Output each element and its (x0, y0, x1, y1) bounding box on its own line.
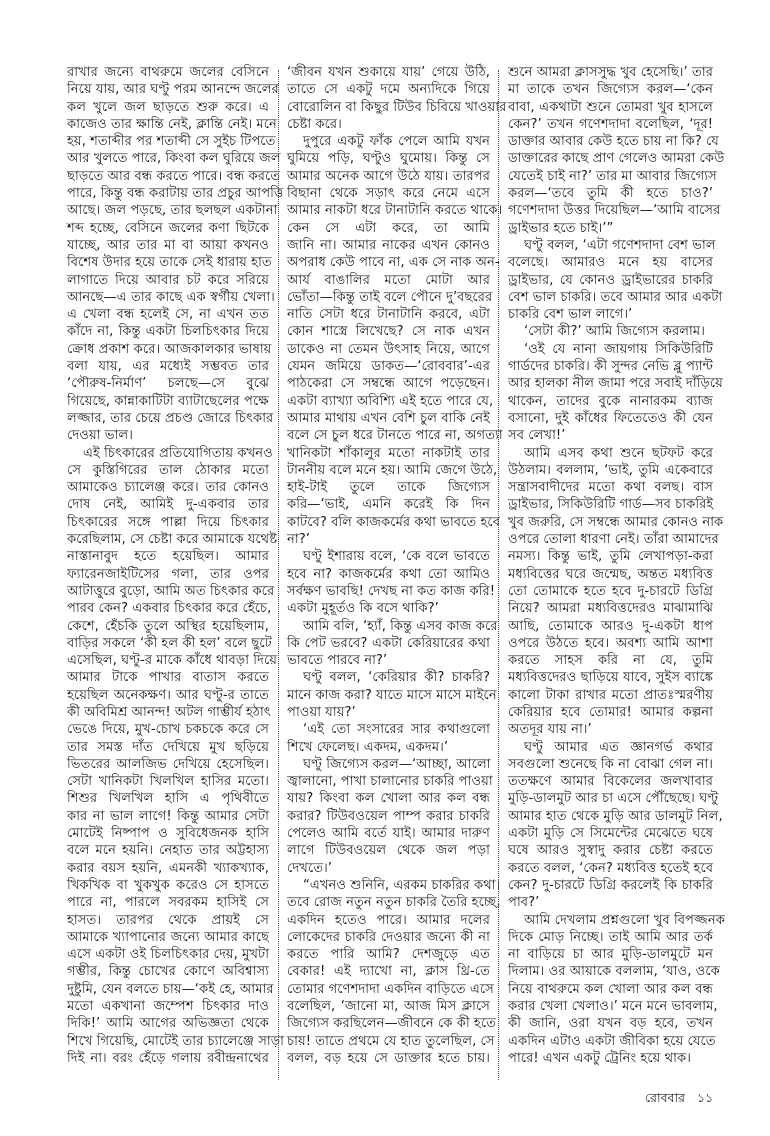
text-line: আমি এসব কথা শুনে ছটফট করে (524, 445, 713, 461)
text-line: না বাড়িয়ে চা আর মুড়ি-ডালমুটে মন (508, 947, 713, 963)
text-line: কেন? দু-চারটে ডিগ্রি করলেই কি চাকরি (508, 877, 713, 893)
text-line: কার না ভাল লাগে! কিন্তু আমার সেটা (67, 808, 269, 824)
text-line: ভাবতে পারবে না?’ (287, 653, 388, 669)
text-column-2 (287, 64, 507, 1067)
text-line: মধ্যবিত্তের ঘরে জন্মেছ, অন্তত মধ্যবিত্ত (508, 566, 713, 582)
text-line: এসেছিল, ঘণ্টু-র মাকে কাঁধে থাবড়া দিয়ে (67, 653, 278, 669)
text-line: এসে একটা ওই চিলচিৎকার দেয়, মুখটা (67, 947, 270, 963)
text-line: মুড়ি-ডালমুট আর চা এসে পৌঁছেছে। ঘণ্টু (508, 791, 719, 807)
text-line: ডাকেও না তেমন উৎসাহ নিয়ে, আগে (287, 341, 490, 357)
text-line: হয়েছিল অনেকক্ষণ। আর ঘণ্টু-র তাতে (67, 687, 269, 703)
text-line: কেশে, হেঁচকি তুলে অস্থির হয়েছিলাম, (67, 618, 269, 634)
text-line: উঠলাম। বললাম, ‘ভাই, তুমি একেবারে (508, 462, 713, 478)
text-line: টাননীয় বলে মনে হয়। আমি জেগে উঠে, (287, 462, 498, 478)
text-line: সব লেখা!’ (508, 428, 566, 444)
text-line: শব্দ হচ্ছে, বেসিনে জলের কণা ছিটকে (67, 220, 269, 236)
text-line: আছি, তোমাকে আরও দু-একটা ধাপ (508, 618, 713, 634)
text-line: ঘণ্টু আমার এত জ্ঞানগর্ভ কথার (524, 739, 713, 755)
text-line: হাসত। তারপর থেকে প্রায়ই সে (67, 912, 269, 928)
text-line: চেষ্টা করে। (287, 116, 342, 132)
text-line: না?’ (287, 532, 310, 548)
text-line: বিছানা থেকে সড়াৎ করে নেমে এসে (287, 186, 490, 202)
column-divider (498, 70, 499, 1080)
text-line: আমার হাত থেকে মুড়ি আর ডালমুট নিল, (508, 808, 723, 824)
text-line: কেরিয়ার হবে তোমার! আমার কল্পনা (508, 704, 713, 720)
text-line: বলে মনে হয়নি। নেহাত তার অট্টহাস্য (67, 843, 269, 859)
text-line: আমার নাকটা ধরে টানাটানি করতে থাকে। (287, 203, 503, 219)
text-line: ক্রোধ প্রকাশ করে। আজকালকার ভাষায় (67, 341, 272, 357)
text-line: দুষ্টুমি, যেন বলতে চায়—‘কই হে, আমার (67, 981, 274, 997)
text-line: পাব?’ (508, 895, 540, 911)
text-line: এ খেলা বন্ধ হলেই সে, না এখন তত (67, 307, 269, 323)
page-footer (645, 1090, 713, 1110)
text-line: যায়? কিংবা কল খোলা আর কল বন্ধ (287, 791, 490, 807)
text-line: সে কুস্তিগিরের তাল ঠোকার মতো (67, 462, 269, 478)
text-line: কেন?’ তখন গণেশদাদা বলেছিল, ‘দূর! (508, 116, 713, 132)
text-line: ওপরে তোলা ধারণা নেই। তাঁরা আমাদের (508, 532, 719, 548)
text-line: ড্রাইভার, সিকিউরিটি গার্ড—সব চাকরিই (508, 497, 714, 513)
text-line: নিয়ে বাথরুমে কল খোলা আর কল বন্ধ (508, 981, 713, 997)
text-line: ঘণ্টু বলল, ‘এটা গণেশদাদা বেশ ভাল (524, 237, 716, 253)
text-line: করতে বলল, ‘কেন? মধ্যবিত্ত হতেই হবে (508, 860, 714, 876)
text-line: পারে! এখন একটু ট্রেনিং হয়ে থাক। (508, 1050, 691, 1066)
text-line: করি—‘ভাই, এমনি করেই কি দিন (287, 497, 490, 513)
text-line: গার্ডদের চাকরি। কী সুন্দর নেভি ব্লু প্যান্ট (508, 359, 713, 375)
text-line: কোন শাস্ত্রে লিখেছে? সে নাক এখন (287, 324, 490, 340)
text-line: নমস্য। কিন্তু ভাই, তুমি লেখাপড়া-করা (508, 549, 713, 565)
text-line: নাতি সেটা ধরে টানাটানি করবে, এটা (287, 307, 490, 323)
text-line: ডাক্তার আবার কেউ হতে চায় না কি? যে (508, 134, 719, 150)
text-line: খানিকটা শাঁকালুর মতো নাকটাই তার (287, 445, 490, 461)
text-line: দোষ নেই, আমিই দু-একবার তার (67, 497, 269, 513)
text-line: কালো টাকা রাখার মতো প্রাতঃস্মরণীয় (508, 687, 713, 703)
text-line: বলে সে চুল ধরে টানতে পারে না, অগত্যা (287, 428, 503, 444)
text-line: কাজেও তার ক্ষান্তি নেই, ক্লান্তি নেই। মনে (67, 116, 277, 132)
text-line: একদিন এটাও একটা জীবিকা হয়ে যেতে (508, 1033, 716, 1049)
text-line: কাঁদে না, কিন্তু একটা চিলচিৎকার দিয়ে (67, 324, 269, 340)
text-line: মধ্যবিত্তদেরও ছাড়িয়ে যাবে, সুইস ব্যাঙ্কে (508, 670, 713, 686)
text-line: সেটা খানিকটা খিলখিল হাসির মতো। (67, 774, 269, 790)
text-line: দিকি!’ আমি আগের অভিজ্ঞতা থেকে (67, 1016, 269, 1032)
text-line: করার খেলা খেলাও।’ মনে মনে ভাবলাম, (508, 999, 718, 1015)
text-line: আটাত্তুরে বুড়ো, আমি অত চিৎকার করে (67, 583, 275, 599)
text-column-3 (508, 64, 725, 1067)
text-line: দিকে মোড় নিচ্ছে। তাই আমি আর তর্ক (508, 929, 713, 945)
text-line: আছে। জল পড়ছে, তার ছলছল একটানা (67, 203, 278, 219)
text-line: ভিতরের আলজিভ দেখিয়ে হেসেছিল। (67, 756, 269, 772)
text-line: এই চিৎকারের প্রতিযোগিতায় কখনও (83, 445, 273, 461)
text-line: ভেঙে দিয়ে, মুখ-চোখ চকচকে করে সে (67, 722, 269, 738)
text-line: তাতে সে একটু দমে অন্যদিকে গিয়ে (287, 82, 490, 98)
text-line: পেলেও আমি বর্তে যাই। আমার দারুণ (287, 826, 490, 842)
text-line: ড্রাইভার হতে চাই।’” (508, 220, 614, 236)
text-line: লাগে টিউবওয়েল থেকে জল পড়া (287, 843, 490, 859)
text-line: শিশুর খিলখিল হাসি এ পৃথিবীতে (67, 791, 269, 807)
text-line: বলেছে। আমারও মনে হয় বাসের (508, 255, 713, 271)
text-line: শিখে ফেলেছ। একদম, একদম।’ (287, 739, 449, 755)
text-line: আমি বলি, ‘হ্যাঁ, কিন্তু এসব কাজ করে (303, 618, 498, 634)
text-line: ‘সেটা কী?’ আমি জিগ্যেস করলাম। (524, 324, 705, 340)
text-line: ভোঁতা—কিন্তু তাই বলে পৌনে দু’বছরের (287, 289, 493, 305)
text-line: আর্য বাঙালির মতো মোটা আর (287, 272, 490, 288)
text-line: আমার মাথায় এখন বেশি চুল বাকি নেই (287, 410, 490, 426)
text-line: নিয়ে? আমরা মধ্যবিত্তদেরও মাঝামাঝি (508, 601, 713, 617)
text-line: হবে না? কাজকর্মের কথা তো আমিও (287, 566, 490, 582)
text-line: মোটেই নিষ্পাপ ও সুবিধেজনক হাসি (67, 826, 269, 842)
text-line: আনছে—এ তার কাছে এক স্বর্গীয় খেলা। (67, 289, 275, 305)
text-line: ‘ওই যে নানা জায়গায় সিকিউরিটি (524, 341, 713, 357)
text-line: বোরোলিন বা কিছুর টিউব চিবিয়ে খাওয়ার (287, 99, 507, 115)
text-line: সর্বক্ষণ ভাবছি! দেখছ না কত কাজ করি! (287, 583, 496, 599)
text-line: গণেশদাদা উত্তর দিয়েছিল—‘আমি বাসের (508, 203, 721, 219)
text-line: আমাকে খ্যাপানোর জন্যে আমার কাছে (67, 929, 269, 945)
text-line: বেকার! এই দ্যাখো না, ক্লাস থ্রি-তে (287, 964, 490, 980)
text-line: ঘণ্টু বলল, ‘কেরিয়ার কী? চাকরি? (303, 670, 490, 686)
text-line: শিখে গিয়েছি, মোটেই তার চ্যালেঞ্জে সাড়া (67, 1033, 284, 1049)
text-line: পারে, কিন্তু বন্ধ করাটায় তার প্রচুর আপত্তি (67, 186, 284, 202)
text-line: হাই-টাই তুলে তাকে জিগ্যেস (287, 480, 490, 496)
magazine-name: রোববার (645, 1090, 685, 1105)
text-line: আমার অনেক আগে উঠে যায়। তারপর (287, 168, 490, 184)
text-line: অপরাধ কেউ পাবে না, এক সে নাক অন- (287, 255, 500, 271)
text-line: রাখার জন্যে বাথরুমে জলের বেসিনে (67, 65, 269, 80)
text-line: আর হালকা নীল জামা পরে সবাই দাঁড়িয়ে (508, 376, 723, 392)
text-line: বিশেষ উদার হয়ে তাকে সেই ধারায় হাত (67, 255, 272, 271)
text-line: ঘণ্টু ইশারায় বলে, ‘কে বলে ভাবতে (303, 549, 490, 565)
text-line: আমি দেখলাম প্রশ্নগুলো খুব বিপজ্জনক (524, 912, 725, 928)
text-line: নিয়ে যায়, আর ঘণ্টু পরম আনন্দে জলের (67, 82, 279, 98)
text-line: বাবা, একথাটা শুনে তোমরা খুব হাসলে (508, 99, 713, 115)
text-line: ড্রাইভার, যে কোনও ড্রাইভারের চাকরি (508, 272, 713, 288)
text-line: লোকেদের চাকরি দেওয়ার জন্যে কী না (287, 929, 490, 945)
text-line: গম্ভীর, কিন্তু চোখের কোণে অবিশ্বাস্য (67, 964, 269, 980)
text-line: পারে না, পারলে সবরকম হাসিই সে (67, 895, 269, 911)
text-line: সবগুলো শুনেছে কি না বোঝা গেল না। (508, 756, 713, 772)
text-line: কল খুলে জল ছাড়তে শুরু করে। এ (67, 99, 269, 115)
text-line: ঘষে আরও সুস্বাদু করার চেষ্টা করতে (508, 843, 713, 859)
text-line: একদিন হতেও পারে। আমার দলের (287, 912, 490, 928)
text-line: নাস্তানাবুদ হতে হয়েছিল। আমার (67, 549, 269, 565)
text-line: দিই না। বরং হেঁড়ে গলায় রবীন্দ্রনাথের (67, 1050, 269, 1066)
text-line: অতদূর যায় না।’ (508, 722, 592, 738)
text-line: তার সমস্ত দাঁত দেখিয়ে মুখ ছড়িয়ে (67, 739, 269, 755)
text-line: দেখতে।’ (287, 860, 333, 876)
text-line: শুনে আমরা ক্লাসসুদ্ধ খুব হেসেছি।’ তার (508, 65, 713, 80)
text-line: থাকেন, তাদের বুকে নানারকম ব্যাজ (508, 393, 713, 409)
text-line: ডাক্তারের কাছে প্রাণ গেলেও আমরা কেউ (508, 151, 725, 167)
text-line: ততক্ষণে আমার বিকেলের জলখাবার (508, 774, 713, 790)
text-line: “এখনও শুনিনি, এরকম চাকরির কথা। (303, 877, 501, 893)
page-number: ১১ (696, 1090, 714, 1105)
text-line: একটা মুড়ি সে সিমেন্টের মেঝেতে ঘষে (508, 826, 713, 842)
text-line: যাচ্ছে, আর তার মা বা আয়া কখনও (67, 237, 269, 253)
text-line: কী জানি, ওরা যখন বড় হবে, তখন (508, 1016, 713, 1032)
text-line: জ্বালানো, পাখা চালানোর চাকরি পাওয়া (287, 774, 493, 790)
text-line: আমার টাকে পাখার বাতাস করতে (67, 670, 269, 686)
text-line: দিলাম। ওর আয়াকে বললাম, ‘যাও, ওকে (508, 964, 720, 980)
text-line: ওপরে উঠতে হবে। অবশ্য আমি আশা (508, 635, 713, 651)
text-line: জিগ্যেস করছিলেন—জীবনে কে কী হতে (287, 1016, 497, 1032)
text-line: কাটবে? বলি কাজকর্মের কথা ভাবতে হবে (287, 514, 501, 530)
text-line: তবে রোজ নতুন নতুন চাকরি তৈরি হচ্ছে, (287, 895, 501, 911)
text-line: কী অবিমিশ্র আনন্দ! অটল গাম্ভীর্য হঠাৎ (67, 704, 271, 720)
text-line: গিয়েছে, কান্নাকাটিটা ব্যাটাছেলের পক্ষে (67, 393, 269, 409)
text-line: করতে পারি আমি? দেশজুড়ে এত (287, 947, 490, 963)
text-line: ঘুমিয়ে পড়ি, ঘণ্টুও ঘুমোয়। কিন্তু সে (287, 151, 490, 167)
column-divider (278, 70, 279, 1080)
text-line: তোমার গণেশদাদা একদিন বাড়িতে এসে (287, 981, 494, 997)
text-line: বসানো, দুই কাঁধের ফিতেতেও কী যেন (508, 410, 713, 426)
text-line: বলা যায়, এর মধ্যেই সম্ভবত তার (67, 359, 269, 375)
text-line: খিকখিক বা খুকখুক করেও সে হাসতে (67, 877, 269, 893)
text-line: পাঠকেরা সে সম্বন্ধে আগে পড়েছেন। (287, 376, 490, 392)
text-line: হয়, শতাব্দীর পর শতাব্দী সে সুইচ টিপতে (67, 134, 276, 150)
text-line: একটা মুহূর্তও কি বসে থাকি?’ (287, 601, 439, 617)
text-line: ‘পৌরুষ-নির্মাণ’ চলছে—সে বুঝে (67, 376, 269, 392)
text-line: চাকরি বেশ ভাল লাগে।’ (508, 307, 633, 323)
text-line: ছাড়তে আর বন্ধ করতে পারে। বন্ধ করতে (67, 168, 281, 184)
text-line: মানে কাজ করা? যাতে মাসে মাসে মাইনে (287, 687, 497, 703)
text-line: কেন সে এটা করে, তা আমি (287, 220, 490, 236)
text-line: বেশ ভাল চাকরি। তবে আমার আর একটা (508, 289, 723, 305)
text-line: আর খুলতে পারে, কিংবা কল ঘুরিয়ে জল (67, 151, 281, 167)
text-line: দেওয়া ভাল। (67, 428, 133, 444)
text-line: চিৎকারের সঙ্গে পাল্লা দিয়ে চিৎকার (67, 514, 269, 530)
text-line: খুব জরুরি, সে সম্বন্ধে আমার কোনও নাক (508, 514, 724, 530)
text-line: মতো একখানা জম্পেশ চিৎকার দাও (67, 999, 269, 1015)
text-line: করার? টিউবওয়েল পাম্প করার চাকরি (287, 808, 490, 824)
text-line: যেমন জমিয়ে ডাকত—‘রোববার’-এর (287, 359, 490, 375)
text-line: ঘণ্টু জিগ্যেস করল—‘আচ্ছা, আলো (303, 756, 491, 772)
text-line: বলেছিল, ‘জানো মা, আজ মিস ক্লাসে (287, 999, 490, 1015)
text-line: ‘জীবন যখন শুকায়ে যায়’ গেয়ে উঠি, (287, 65, 490, 80)
text-line: করল—‘তবে তুমি কী হতে চাও?’ (508, 186, 713, 202)
text-line: করার বয়স হয়নি, এমনকী খ্যাকখ্যাক, (67, 860, 269, 876)
text-line: লজ্জার, তার চেয়ে প্রচণ্ড জোরে চিৎকার (67, 410, 274, 426)
text-line: পাওয়া যায়?’ (287, 704, 356, 720)
text-line: দুপুরে একটু ফাঁক পেলে আমি যখন (303, 134, 490, 150)
text-column-1 (67, 64, 284, 1067)
text-line: ‘এই তো সংসারের সার কথাগুলো (303, 722, 490, 738)
text-line: ফ্যারেনজাইটিসের গলা, তার ওপর (67, 566, 269, 582)
text-line: করেছিলাম, সে চেষ্টা করে আমাকে যথেষ্ট (67, 532, 278, 548)
text-line: বাড়ির সকলে ‘কী হল কী হল’ বলে ছুটে (67, 635, 272, 651)
text-line: চায়! তাতে প্রথমে যে হাত তুলেছিল, সে (287, 1033, 495, 1049)
text-line: পারব কেন? একবার চিৎকার করে হেঁচে, (67, 601, 272, 617)
text-line: তো তোমাকে হতে হবে দু-চারটে ডিগ্রি (508, 583, 713, 599)
text-line: সন্ত্রাসবাদীদের মতো কথা বলছ। বাস (508, 480, 713, 496)
text-line: একটা ব্যাখ্যা অবিশ্যি এই হতে পারে যে, (287, 393, 494, 409)
text-line: মা তাকে তখন জিগ্যেস করল—‘কেন (508, 82, 713, 98)
text-line: করতে সাহস করি না যে, তুমি (508, 653, 713, 669)
text-line: যেতেই চাই না?’ তার মা আবার জিগ্যেস (508, 168, 717, 184)
text-line: কি পেট ভরবে? একটা কেরিয়ারের কথা (287, 635, 490, 651)
text-line: বলল, বড় হয়ে সে ডাক্তার হতে চায়। (287, 1050, 490, 1066)
text-line: লাগাতে দিয়ে আবার চট করে সরিয়ে (67, 272, 269, 288)
text-line: আমাকেও চ্যালেঞ্জ করে। তার কোনও (67, 480, 269, 496)
text-line: জানি না। আমার নাকের এখন কোনও (287, 237, 490, 253)
